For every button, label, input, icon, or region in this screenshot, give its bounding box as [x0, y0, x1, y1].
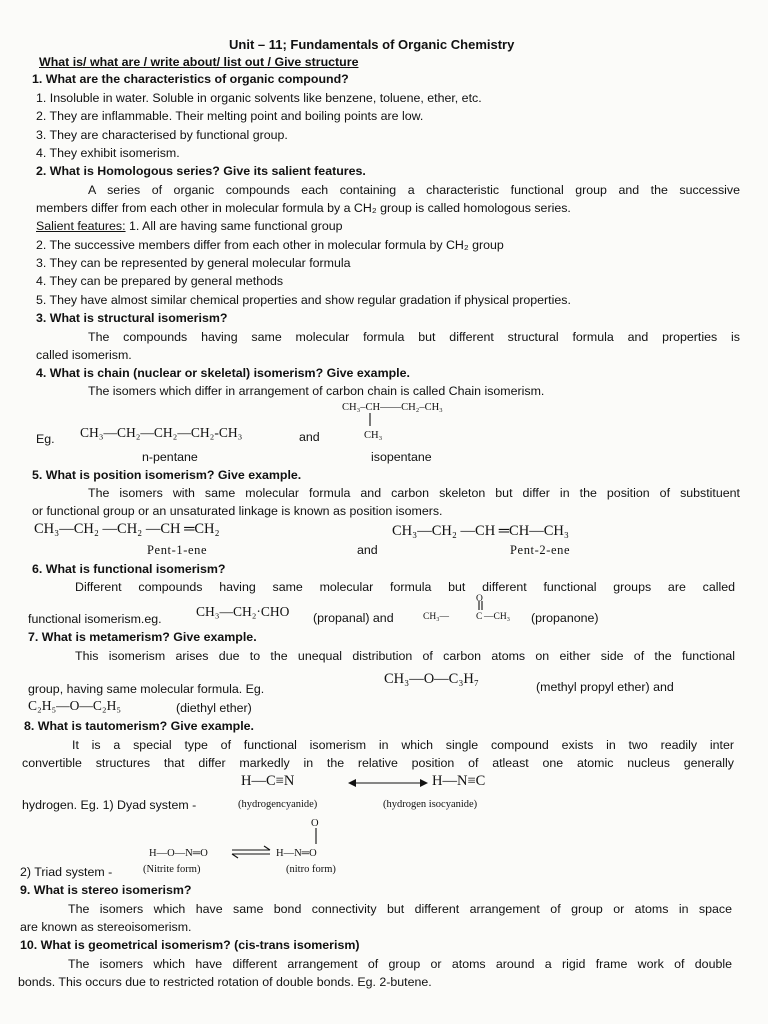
pent-2-ene-name: Pent-2-ene	[510, 543, 571, 557]
question-3: 3. What is structural isomerism?	[36, 311, 228, 325]
question-1: 1. What are the characteristics of organic compound?	[32, 72, 349, 86]
nitrite-form-formula: H—O—N═O	[149, 848, 208, 859]
question-5: 5. What is position isomerism? Give example.	[32, 468, 302, 482]
q9-line-2: are known as stereoisomerism.	[20, 920, 192, 934]
q1-point-2: 2. They are inflammable. Their melting point and boiling points are low.	[36, 109, 424, 123]
q1-point-4: 4. They exhibit isomerism.	[36, 146, 180, 160]
question-7: 7. What is metamerism? Give example.	[28, 630, 257, 644]
q7-line-2-lead: group, having same molecular formula. Eg.	[28, 682, 265, 696]
eg-label: Eg.	[36, 432, 55, 446]
q2-salient-point-3: 3. They can be represented by general molecular formula	[36, 256, 351, 270]
isopentane-name: isopentane	[371, 450, 432, 464]
page-subtitle: What is/ what are / write about/ list out / Give structure	[39, 55, 359, 69]
q2-definition-line-1: A series of organic compounds each containing a characteristic functional group and the successive	[88, 183, 740, 197]
q4-and: and	[299, 430, 320, 444]
propanal-formula: CH₃—CH₂·CHO	[196, 604, 290, 619]
q2-salient-point-5: 5. They have almost similar chemical properties and show regular gradation if physical properties.	[36, 293, 571, 307]
propanone-oxygen: O	[476, 594, 483, 604]
methyl-propyl-ether-formula: CH₃—O—C₃H₇	[384, 671, 479, 687]
q5-and: and	[357, 543, 378, 557]
q8-line-2: convertible structures that differ markedly in the relative position of atleast one atomic nucleus generally	[22, 756, 734, 770]
hydrogen-isocyanide-formula: H—N≡C	[432, 773, 486, 789]
question-10: 10. What is geometrical isomerism? (cis-trans isomerism)	[20, 938, 360, 952]
n-pentane-name: n-pentane	[142, 450, 198, 464]
q8-line-1: It is a special type of functional isomerism in which single compound exists in two readily inter	[72, 738, 734, 752]
methyl-propyl-ether-name: (methyl propyl ether) and	[536, 680, 674, 694]
q5-line-1: The isomers with same molecular formula and carbon skeleton but differ in the position of substituent	[88, 486, 740, 500]
isopentane-branch-bond	[369, 413, 371, 427]
q1-point-1: 1. Insoluble in water. Soluble in organic solvents like benzene, toluene, ether, etc.	[36, 91, 482, 105]
q1-point-3: 3. They are characterised by functional group.	[36, 128, 288, 142]
nitro-form-name: (nitro form)	[286, 864, 336, 875]
equilibrium-arrow	[348, 777, 428, 789]
triad-system-label: 2) Triad system -	[20, 865, 113, 879]
isopentane-main-chain: CH₃–CH——CH₂–CH₃	[342, 402, 443, 413]
diethyl-ether-name: (diethyl ether)	[176, 701, 252, 715]
propanone-left: CH₃—	[423, 612, 450, 622]
hydrogen-cyanide-formula: H—C≡N	[241, 773, 295, 789]
q9-line-1: The isomers which have same bond connectivity but different arrangement of group or atoms in space	[68, 902, 732, 916]
nitro-form-formula: H—N═O	[276, 848, 317, 859]
propanone-right: —CH₃	[484, 612, 511, 622]
isopentane-branch: CH₃	[364, 430, 383, 441]
hydrogen-isocyanide-name: (hydrogen isocyanide)	[383, 799, 478, 810]
pent-2-ene-formula: CH₃—CH₂ —CH ═CH—CH₃	[392, 523, 569, 539]
dyad-system-label: hydrogen. Eg. 1) Dyad system -	[22, 798, 197, 812]
question-2: 2. What is Homologous series? Give its salient features.	[36, 164, 366, 178]
q6-line-1: Different compounds having same molecular formula but different functional groups are called	[75, 580, 735, 594]
q3-line-1: The compounds having same molecular formula but different structural formula and properties is	[88, 330, 740, 344]
q7-line-1: This isomerism arises due to the unequal distribution of carbon atoms on either side of the functional	[75, 649, 735, 663]
question-4: 4. What is chain (nuclear or skeletal) isomerism? Give example.	[36, 366, 410, 380]
q3-line-2: called isomerism.	[36, 348, 132, 362]
q2-salient-point-1: 1. All are having same functional group	[125, 219, 343, 233]
diethyl-ether-formula: C₂H₅—O—C₂H₅	[28, 698, 122, 713]
question-8: 8. What is tautomerism? Give example.	[24, 719, 254, 733]
nitro-oxygen: O	[311, 818, 319, 829]
q2-definition-line-2: members differ from each other in molecular formula by a CH₂ group is called homologous series.	[36, 201, 571, 215]
salient-features-label: Salient features:	[36, 219, 126, 233]
page-title: Unit – 11; Fundamentals of Organic Chemistry	[229, 37, 515, 52]
q2-salient-point-4: 4. They can be prepared by general methods	[36, 274, 284, 288]
q10-line-2: bonds. This occurs due to restricted rotation of double bonds. Eg. 2-butene.	[18, 975, 432, 989]
question-9: 9. What is stereo isomerism?	[20, 883, 192, 897]
n-pentane-formula: CH₃—CH₂—CH₂—CH₂-CH₃	[80, 425, 243, 440]
propanone-name: (propanone)	[531, 611, 599, 625]
equilibrium-harpoon	[232, 846, 272, 858]
pent-1-ene-name: Pent-1-ene	[147, 543, 208, 557]
propanone-carbon: C	[476, 612, 483, 622]
pent-1-ene-formula: CH₃—CH₂ —CH₂ —CH ═CH₂	[34, 521, 220, 537]
question-6: 6. What is functional isomerism?	[32, 562, 226, 576]
hydrogen-cyanide-name: (hydrogencyanide)	[238, 799, 318, 810]
nitrite-form-name: (Nitrite form)	[143, 864, 201, 875]
q2-salient-line	[36, 218, 343, 235]
q4-line-1: The isomers which differ in arrangement of carbon chain is called Chain isomerism.	[88, 384, 545, 398]
q2-salient-point-2: 2. The successive members differ from each other in molecular formula by CH₂ group	[36, 238, 504, 252]
q5-line-2: or functional group or an unsaturated linkage is known as position isomers.	[32, 504, 443, 518]
q6-line-2-lead: functional isomerism.eg.	[28, 612, 162, 626]
q10-line-1: The isomers which have different arrangement of group or atoms around a rigid frame work of double	[68, 957, 732, 971]
propanal-name: (propanal) and	[313, 611, 394, 625]
nitro-bond	[315, 828, 317, 845]
